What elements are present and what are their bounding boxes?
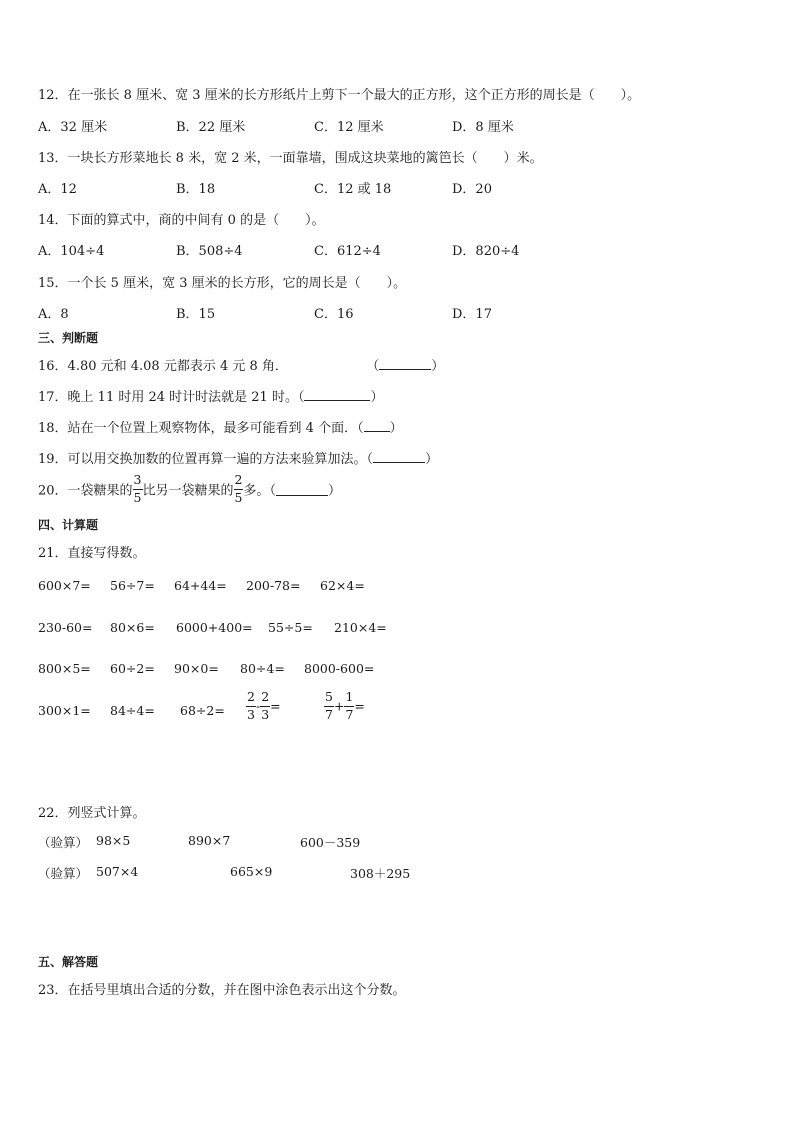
question-12-option-b[interactable]: B．22 厘米 bbox=[176, 120, 246, 135]
paren-close: ） bbox=[431, 359, 445, 374]
question-14-option-c[interactable]: C．612÷4 bbox=[314, 244, 381, 259]
calc-item: 8000-600= bbox=[304, 661, 375, 676]
fraction bbox=[344, 691, 354, 721]
question-15-option-d[interactable]: D．17 bbox=[452, 307, 492, 322]
equals: = bbox=[270, 698, 281, 714]
calc-item: 64+44= bbox=[174, 578, 227, 593]
answer-blank-17[interactable] bbox=[304, 388, 370, 401]
question-16-text: 16．4.80 元和 4.08 元都表示 4 元 8 角． bbox=[38, 359, 288, 374]
calc-fraction-expression bbox=[324, 691, 365, 721]
question-18 bbox=[38, 417, 403, 436]
calc-item: 300×1= bbox=[38, 703, 91, 718]
calc-item: 68÷2= bbox=[180, 703, 225, 718]
question-12-option-a[interactable]: A．32 厘米 bbox=[38, 120, 108, 135]
calc-item: 60÷2= bbox=[110, 661, 155, 676]
question-19 bbox=[38, 448, 438, 467]
question-14-option-d[interactable]: D．820÷4 bbox=[452, 244, 520, 259]
calc-item: 800×5= bbox=[38, 661, 91, 676]
fraction-numerator: 3 bbox=[133, 474, 143, 490]
paren-open: （ bbox=[297, 390, 305, 405]
question-19-text: 19．可以用交换加数的位置再算一遍的方法来验算加法。 bbox=[38, 452, 367, 467]
calc-fraction-expression bbox=[246, 691, 281, 721]
vertical-calc-item: 665×9 bbox=[230, 864, 273, 879]
calc-item: 200-78= bbox=[246, 578, 301, 593]
paren-close: ） bbox=[370, 390, 384, 405]
fraction-numerator: 1 bbox=[344, 691, 354, 707]
calc-item: 210×4= bbox=[334, 620, 387, 635]
verify-label: （验算） bbox=[38, 866, 89, 881]
question-15-stem: 15．一个长 5 厘米，宽 3 厘米的长方形，它的周长是（ ）。 bbox=[38, 276, 407, 291]
fraction-denominator: 7 bbox=[325, 706, 333, 722]
paren-open: （ bbox=[366, 359, 380, 374]
calc-item: 62×4= bbox=[320, 578, 365, 593]
question-14-stem: 14．下面的算式中，商的中间有 0 的是（ ）。 bbox=[38, 213, 325, 228]
vertical-calc-item: 890×7 bbox=[188, 833, 231, 848]
fraction-denominator: 5 bbox=[234, 489, 243, 505]
fraction-numerator: 2 bbox=[260, 691, 270, 707]
question-22-stem: 22．列竖式计算。 bbox=[38, 806, 146, 821]
calc-item: 6000+400= bbox=[176, 620, 253, 635]
paren-open: （ bbox=[357, 421, 364, 436]
question-15-option-c[interactable]: C．16 bbox=[314, 307, 354, 322]
question-17-text: 17．晚上 11 时用 24 时计时法就是 21 时。 bbox=[38, 390, 298, 405]
calc-item: 55÷5= bbox=[268, 620, 313, 635]
fraction-denominator: 3 bbox=[247, 706, 255, 722]
paren-open: （ bbox=[366, 452, 374, 467]
calc-item: 84÷4= bbox=[110, 703, 155, 718]
question-20-text-3: 多。 bbox=[243, 483, 270, 499]
question-14-option-a[interactable]: A．104÷4 bbox=[38, 244, 105, 259]
fraction-denominator: 5 bbox=[133, 489, 142, 505]
operator: + bbox=[333, 698, 345, 714]
question-13-option-b[interactable]: B．18 bbox=[176, 182, 216, 197]
equals: = bbox=[354, 698, 365, 714]
operator: - bbox=[255, 698, 261, 714]
answer-blank-20[interactable] bbox=[276, 483, 328, 496]
verify-label: （验算） bbox=[38, 835, 89, 850]
section-5-title: 五、解答题 bbox=[38, 955, 99, 969]
question-14-option-b[interactable]: B．508÷4 bbox=[176, 244, 243, 259]
paren-open: （ bbox=[269, 483, 276, 499]
fraction-numerator: 2 bbox=[246, 691, 256, 707]
answer-blank-16[interactable] bbox=[379, 357, 431, 370]
question-13-option-d[interactable]: D．20 bbox=[452, 182, 492, 197]
question-21-stem: 21．直接写得数。 bbox=[38, 546, 146, 561]
fraction bbox=[324, 691, 334, 721]
question-12-option-d[interactable]: D．8 厘米 bbox=[452, 120, 514, 135]
question-12-option-c[interactable]: C．12 厘米 bbox=[314, 120, 384, 135]
question-15-option-a[interactable]: A．8 bbox=[38, 307, 69, 322]
calc-item: 80×6= bbox=[110, 620, 155, 635]
question-12-stem: 12．在一张长 8 厘米、宽 3 厘米的长方形纸片上剪下一个最大的正方形，这个正方形的周长是（ ）。 bbox=[38, 88, 641, 103]
question-13-option-c[interactable]: C．12 或 18 bbox=[314, 182, 392, 197]
section-4-title: 四、计算题 bbox=[38, 518, 99, 532]
calc-item: 56÷7= bbox=[110, 578, 155, 593]
question-23-stem: 23．在括号里填出合适的分数，并在图中涂色表示出这个分数。 bbox=[38, 983, 406, 998]
calc-item: 90×0= bbox=[174, 661, 219, 676]
question-17 bbox=[38, 386, 384, 405]
fraction-denominator: 3 bbox=[261, 706, 270, 722]
paren-close: ） bbox=[425, 452, 439, 467]
fraction-denominator: 7 bbox=[345, 706, 354, 722]
fraction bbox=[260, 691, 270, 721]
vertical-calc-item: 507×4 bbox=[96, 864, 139, 879]
fraction-numerator: 5 bbox=[324, 691, 334, 707]
paren-close: ） bbox=[328, 483, 342, 499]
question-15-option-b[interactable]: B．15 bbox=[176, 307, 216, 322]
fraction-numerator: 2 bbox=[234, 474, 244, 490]
question-13-option-a[interactable]: A．12 bbox=[38, 182, 77, 197]
answer-blank-19[interactable] bbox=[373, 450, 425, 463]
fraction-three-fifths bbox=[133, 474, 143, 504]
fraction-two-fifths bbox=[234, 474, 244, 504]
question-20-text-2: 比另一袋糖果的 bbox=[142, 483, 234, 499]
calc-item: 230-60= bbox=[38, 620, 93, 635]
vertical-calc-item: 600－359 bbox=[300, 835, 361, 850]
paren-close: ） bbox=[389, 421, 403, 436]
question-20 bbox=[38, 474, 341, 504]
vertical-calc-item: 98×5 bbox=[96, 833, 131, 848]
question-13-stem: 13．一块长方形菜地长 8 米，宽 2 米，一面靠墙，围成这块菜地的篱笆长（ ）米。 bbox=[38, 151, 543, 166]
calc-item: 600×7= bbox=[38, 578, 91, 593]
vertical-calc-item: 308＋295 bbox=[350, 866, 411, 881]
calc-item: 80÷4= bbox=[240, 661, 285, 676]
question-18-text: 18．站在一个位置上观察物体，最多可能看到 4 个面． bbox=[38, 421, 358, 436]
question-16 bbox=[38, 355, 444, 374]
question-20-text-1: 20．一袋糖果的 bbox=[38, 483, 133, 499]
fraction bbox=[246, 691, 256, 721]
answer-blank-18[interactable] bbox=[364, 419, 390, 432]
section-3-title: 三、判断题 bbox=[38, 331, 99, 345]
